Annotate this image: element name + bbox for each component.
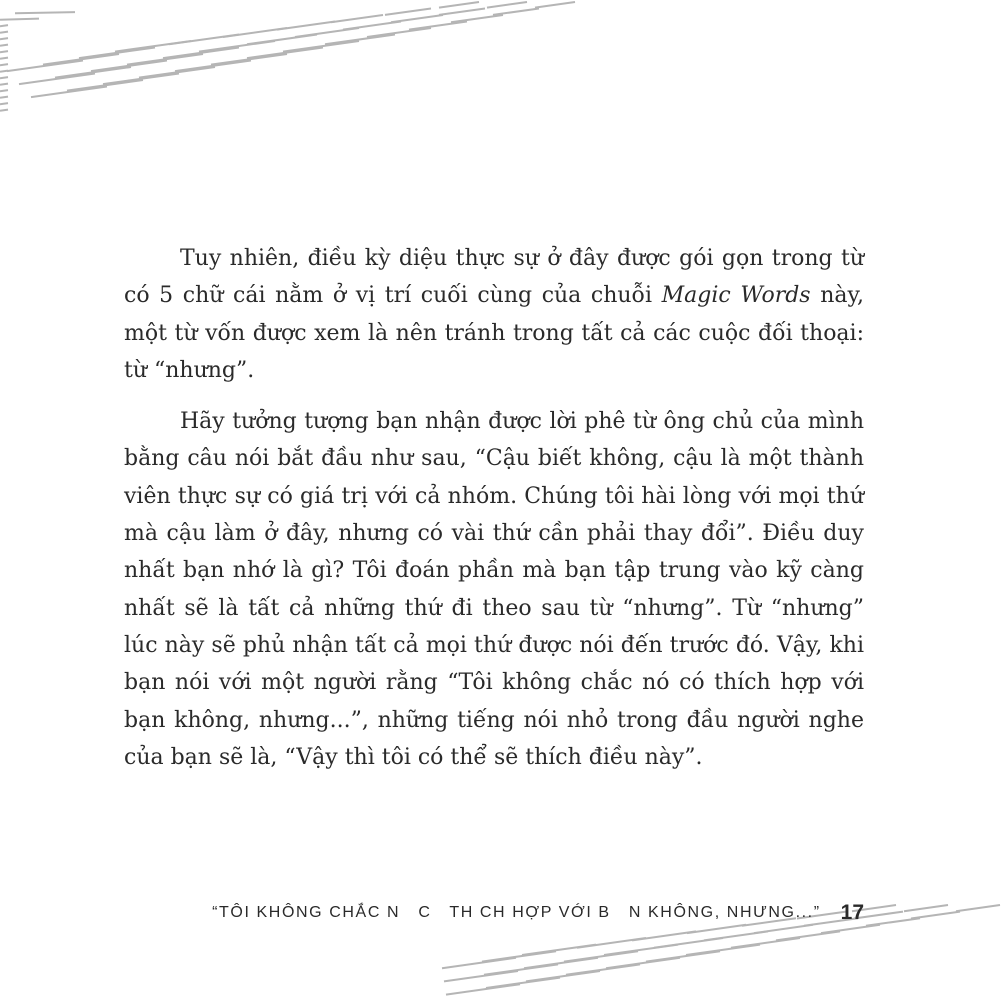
stripe	[31, 87, 107, 98]
stripe	[199, 41, 275, 52]
stripe	[904, 905, 948, 911]
stripe	[446, 984, 520, 994]
paragraph-1-text-start: Tuy nhiên, điều kỳ diệu thực sự ở đây được gói gọn trong từ có 5 chữ cái nằm ở vị trí cuối cùng của chuỗi	[124, 246, 864, 309]
stripe	[15, 12, 75, 13]
stripe	[0, 32, 8, 33]
body-text	[124, 240, 864, 776]
stripe	[444, 971, 518, 981]
stripe	[115, 41, 191, 52]
stripe	[0, 64, 8, 65]
book-title-emphasis: Magic Words	[661, 283, 811, 309]
stripe	[325, 35, 395, 45]
stripe	[0, 97, 8, 98]
stripe	[0, 103, 8, 104]
stripe	[367, 28, 431, 37]
paragraph-2: Hãy tưởng tượng bạn nhận được lời phê từ ông chủ của mình bằng câu nói bắt đầu như sau, “Cậu biết không, cậu là một thành viên thực sự có giá trị với cả nhóm. Chúng tôi hài lòng với mọi thứ mà cậu làm ở đây, nhưng có vài thứ cần phải thay đổi”. Điều duy nhất bạn nhớ là gì? Tôi đoán phần mà bạn tập trung vào kỹ càng nhất sẽ là tất cả những thứ đi theo sau từ “nhưng”. Từ “nhưng” lúc này sẽ phủ nhận tất cả mọi thứ được nói đến trước đó. Vậy, khi bạn nói với một người rằng “Tôi không chắc nó có thích hợp với bạn không, nhưng...”, những tiếng nói nhỏ trong đầu người nghe của bạn sẽ là, “Vậy thì tôi có thể sẽ thích điều này”.	[124, 409, 864, 770]
stripe	[211, 54, 287, 65]
stripe	[103, 74, 179, 85]
stripe	[385, 9, 431, 15]
stripe	[535, 2, 575, 8]
page-footer	[212, 898, 864, 928]
stripe	[91, 61, 167, 72]
stripe	[0, 58, 8, 59]
stripe	[439, 2, 479, 8]
stripe	[0, 71, 8, 72]
stripe	[493, 9, 539, 15]
stripe	[163, 48, 239, 59]
stripe	[0, 25, 8, 26]
stripe	[139, 67, 215, 78]
stripe	[79, 48, 155, 59]
stripe	[247, 48, 323, 59]
stripe	[0, 84, 8, 85]
top-left-stripe-pattern	[0, 2, 575, 111]
stripe	[956, 905, 1000, 911]
running-head: “TÔI KHÔNG CHẮC N C TH CH HỢP VỚI B N KHÔNG, NHƯNG...”	[212, 904, 821, 921]
stripe	[331, 15, 383, 22]
stripe	[0, 90, 8, 91]
stripe	[451, 15, 503, 22]
stripe	[283, 41, 359, 52]
stripe	[0, 45, 8, 46]
stripe	[442, 958, 516, 968]
stripe	[409, 22, 467, 30]
page-number: 17	[840, 901, 864, 924]
stripe	[0, 19, 39, 20]
stripe	[43, 54, 119, 65]
stripe	[487, 2, 527, 8]
stripe	[0, 110, 8, 111]
paragraph-1-text-end: này, một từ vốn được xem là nên tránh trong tất cả các cuộc đối thoại: từ “nhưng”.	[124, 283, 864, 383]
stripe	[0, 51, 8, 52]
stripe	[55, 67, 131, 78]
stripe	[7, 61, 83, 72]
stripe	[439, 9, 485, 15]
stripe	[0, 77, 8, 78]
paragraph-1	[124, 240, 864, 389]
stripe	[19, 74, 95, 85]
stripe	[127, 54, 203, 65]
stripe	[175, 61, 251, 72]
stripe	[0, 38, 8, 39]
stripe	[67, 80, 143, 91]
